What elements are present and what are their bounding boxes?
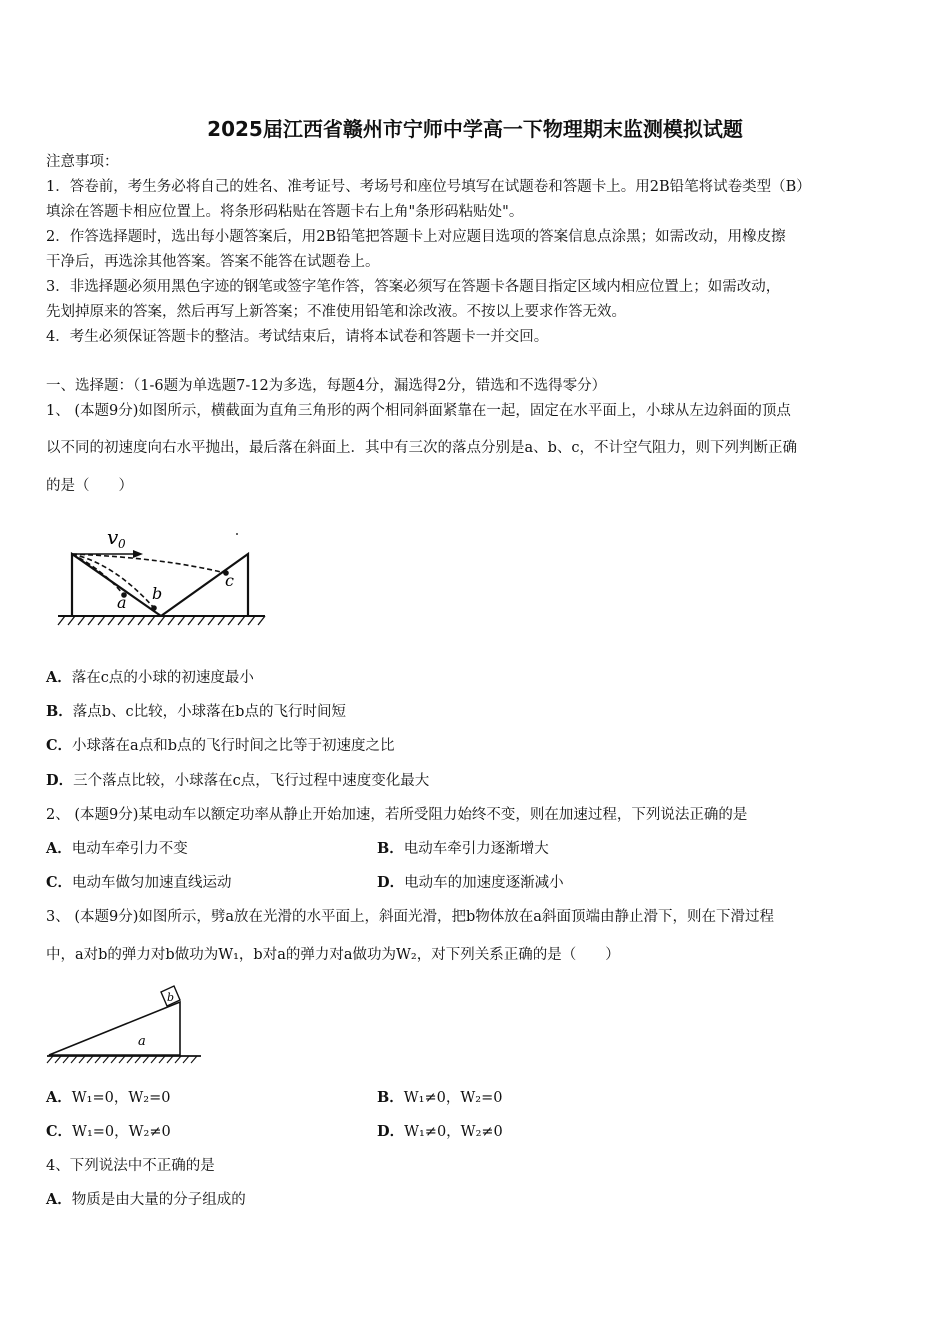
option-letter: C． <box>46 1123 73 1140</box>
option-text: 落在c点的小球的初速度最小 <box>71 670 254 686</box>
option-text: W₁≠0，W₂=0 <box>403 1090 503 1106</box>
q1-option-a <box>46 668 254 688</box>
notice-line: 3．非选择题必须用黑色字迹的钢笔或签字笔作答，答案必须写在答题卡各题目指定区域内相应位置上；如需改动， <box>46 279 781 295</box>
option-letter: C． <box>46 874 73 891</box>
option-letter: A． <box>46 840 72 857</box>
v0-subscript-label: 0 <box>118 537 126 551</box>
q1-figure-two-inclines <box>55 522 270 632</box>
option-text: 物质是由大量的分子组成的 <box>71 1192 246 1208</box>
q3-option-a <box>46 1088 170 1108</box>
option-letter: C． <box>46 737 73 754</box>
q2-option-b <box>377 839 549 859</box>
option-text: 三个落点比较，小球落在c点，飞行过程中速度变化最大 <box>73 773 430 789</box>
notice-line: 4．考生必须保证答题卡的整洁。考试结束后，请将本试卷和答题卡一并交回。 <box>46 329 549 345</box>
notice-line: 填涂在答题卡相应位置上。将条形码粘贴在答题卡右上角"条形码粘贴处"。 <box>46 204 524 220</box>
option-text: W₁=0，W₂=0 <box>71 1090 171 1106</box>
block-b-label: b <box>167 991 175 1004</box>
option-letter: A． <box>46 1191 72 1208</box>
q1-option-c <box>46 736 394 756</box>
q3-figure-wedge <box>45 982 205 1068</box>
notice-heading: 注意事项： <box>46 154 119 170</box>
notice-line: 1．答卷前，考生务必将自己的姓名、准考证号、考场号和座位号填写在试题卷和答题卡上。用2B铅笔将试卷类型（B） <box>46 179 811 195</box>
option-letter: A． <box>46 1089 72 1106</box>
wedge-a-label: a <box>138 1034 146 1049</box>
q1-option-b <box>46 702 346 722</box>
option-text: 电动车的加速度逐渐减小 <box>404 875 564 891</box>
q1-stem-line: 的是（ ） <box>46 478 133 494</box>
option-letter: D． <box>377 874 405 891</box>
notice-line: 2．作答选择题时，选出每小题答案后，用2B铅笔把答题卡上对应题目选项的答案信息点涂黑；如需改动，用橡皮擦 <box>46 229 786 245</box>
option-letter: A． <box>46 669 72 686</box>
option-text: W₁=0，W₂≠0 <box>72 1124 171 1140</box>
option-text: 落点b、c比较，小球落在b点的飞行时间短 <box>72 704 346 720</box>
q2-stem: 2、 (本题9分)某电动车以额定功率从静止开始加速，若所受阻力始终不变，则在加速过程，下列说法正确的是 <box>46 807 748 823</box>
q2-option-d <box>377 873 564 893</box>
v0-label: v <box>107 525 119 549</box>
section-heading: 一、选择题：（1-6题为单选题7-12为多选，每题4分，漏选得2分，错选和不选得零分） <box>46 378 607 394</box>
option-text: W₁≠0，W₂≠0 <box>404 1124 503 1140</box>
option-text: 小球落在a点和b点的飞行时间之比等于初速度之比 <box>72 738 395 754</box>
q3-option-b <box>377 1088 502 1108</box>
q2-option-a <box>46 839 188 859</box>
option-letter: B． <box>377 840 404 857</box>
option-letter: B． <box>377 1089 404 1106</box>
option-letter: B． <box>46 703 73 720</box>
q3-option-c <box>46 1122 171 1142</box>
q1-stem-line: 1、 (本题9分)如图所示，横截面为直角三角形的两个相同斜面紧靠在一起，固定在水平面上，小球从左边斜面的顶点 <box>46 403 791 419</box>
q1-stem-line: 以不同的初速度向右水平抛出，最后落在斜面上．其中有三次的落点分别是a、b、c，不计空气阻力，则下列判断正确 <box>46 440 798 456</box>
point-a-label: a <box>117 593 127 612</box>
option-text: 电动车做匀加速直线运动 <box>72 875 232 891</box>
option-text: 电动车牵引力不变 <box>71 841 188 857</box>
option-letter: D． <box>46 772 74 789</box>
point-c-label: c <box>225 571 234 590</box>
notice-line: 先划掉原来的答案，然后再写上新答案；不准使用铅笔和涂改液。不按以上要求作答无效。 <box>46 304 626 320</box>
q3-stem-line: 3、 (本题9分)如图所示，劈a放在光滑的水平面上，斜面光滑，把b物体放在a斜面顶端由静止滑下，则在下滑过程 <box>46 909 774 925</box>
page-title: 2025届江西省赣州市宁师中学高一下物理期末监测模拟试题 <box>207 117 743 141</box>
q4-option-a <box>46 1190 246 1210</box>
option-text: 电动车牵引力逐渐增大 <box>403 841 549 857</box>
q4-stem: 4、下列说法中不正确的是 <box>46 1158 215 1174</box>
notice-line: 干净后，再选涂其他答案。答案不能答在试题卷上。 <box>46 254 380 270</box>
q3-option-d <box>377 1122 503 1142</box>
point-b-label: b <box>152 584 163 603</box>
q2-option-c <box>46 873 232 893</box>
q3-stem-line: 中，a对b的弹力对b做功为W₁，b对a的弹力对a做功为W₂，对下列关系正确的是（ ） <box>46 947 620 963</box>
q1-option-d <box>46 771 429 791</box>
option-letter: D． <box>377 1123 405 1140</box>
